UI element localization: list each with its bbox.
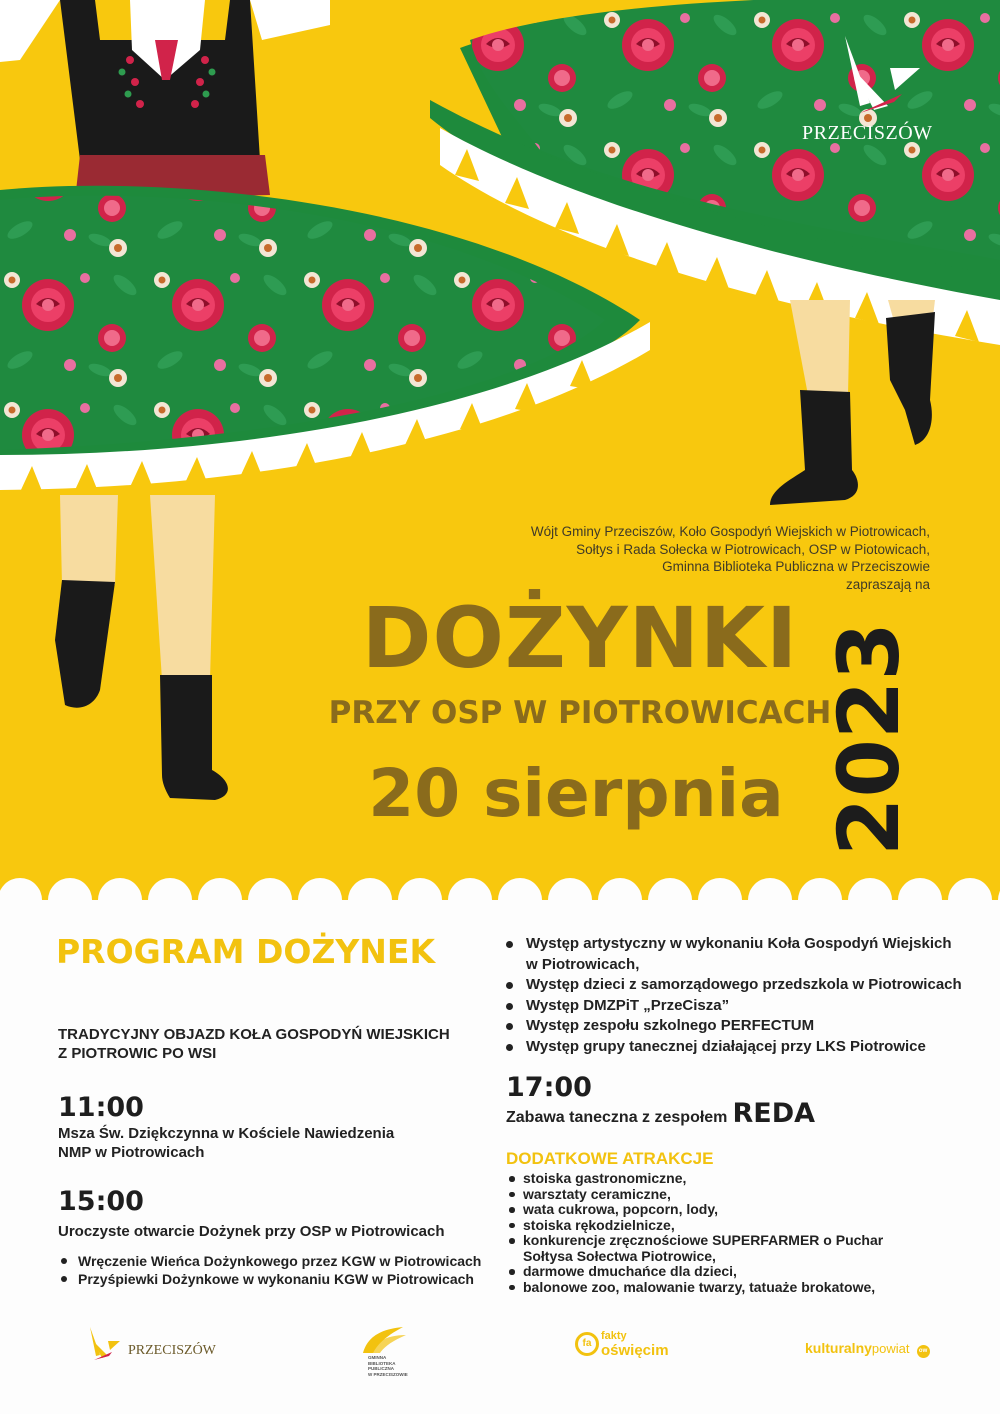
przeciszow-logo-top — [790, 28, 950, 148]
mass-text — [58, 1124, 478, 1162]
fakty-bottom-text: oświęcim — [601, 1342, 669, 1359]
opening-items-list — [58, 1252, 488, 1288]
list-item-continuation: w Piotrowicach, — [526, 955, 640, 973]
list-item: Wręczenie Wieńca Dożynkowego przez KGW w Piotrowicach — [58, 1252, 488, 1270]
extras-list — [506, 1171, 976, 1295]
opening-text: Uroczyste otwarcie Dożynek przy OSP w Piotrowicach — [58, 1223, 445, 1240]
time-1100: 11:00 — [58, 1092, 144, 1123]
procession-line: Z PIOTROWIC PO WSI — [58, 1045, 217, 1062]
bird-logo-icon — [82, 1325, 122, 1361]
kulturalny-badge-text: ow — [918, 1348, 928, 1354]
list-item: balonowe zoo, malowanie twarzy, tatuaże brokatowe, — [506, 1280, 976, 1296]
list-item: Występ DMZPiT „PrzeCisza” — [503, 996, 973, 1017]
procession-text — [58, 1025, 478, 1063]
organizers-line: Wójt Gminy Przeciszów, Koło Gospodyń Wiejskich w Piotrowicach, — [530, 524, 930, 539]
event-subtitle: PRZY OSP W PIOTROWICACH — [328, 695, 832, 731]
library-line: W PRZECISZOWIE — [368, 1371, 408, 1377]
band-name: REDA — [732, 1098, 816, 1129]
list-item: Przyśpiewki Dożynkowe w wykonaniu KGW w Piotrowicach — [58, 1270, 488, 1288]
przeciszow-logo-text: PRZECISZÓW — [802, 122, 933, 144]
list-item: wata cukrowa, popcorn, lody, — [506, 1202, 976, 1218]
library-logo-text — [368, 1355, 408, 1377]
procession-line: TRADYCYJNY OBJAZD KOŁA GOSPODYŃ WIEJSKICH — [58, 1026, 450, 1043]
mass-line: Msza Św. Dziękczynna w Kościele Nawiedzenia — [58, 1125, 395, 1142]
przeciszow-footer-text: PRZECISZÓW — [128, 1343, 216, 1358]
list-item: Występ artystyczny w wykonaniu Koła Gospodyń Wiejskich — [503, 934, 973, 955]
event-title: DOŻYNKI — [361, 589, 799, 687]
dance-text: Zabawa taneczna z zespołem — [506, 1109, 728, 1126]
bird-logo-icon — [790, 28, 950, 123]
library-line: BIBLIOTEKA — [368, 1360, 396, 1366]
list-item: Występ dzieci z samorządowego przedszkola w Piotrowicach — [503, 975, 973, 996]
organizers-line: zapraszają na — [845, 576, 930, 592]
list-item: stoiska rękodzielnicze, — [506, 1218, 976, 1234]
time-1700: 17:00 — [506, 1072, 592, 1103]
mass-line: NMP w Piotrowicach — [58, 1144, 205, 1161]
kulturalny-light-text: powiat — [871, 1341, 910, 1356]
footer-logo-przeciszow — [82, 1325, 232, 1365]
dance-party — [506, 1098, 976, 1129]
library-line: PUBLICZNA — [368, 1366, 394, 1371]
list-item: stoiska gastronomiczne, — [506, 1171, 976, 1187]
program-heading: PROGRAM DOŻYNEK — [56, 932, 436, 971]
event-date: 20 sierpnia — [368, 755, 784, 832]
footer-logo-fakty — [575, 1330, 695, 1370]
list-item-continuation: Sołtysa Sołectwa Piotrowice, — [523, 1247, 716, 1264]
list-item: darmowe dmuchańce dla dzieci, — [506, 1264, 976, 1280]
fakty-top-text: fakty — [601, 1330, 627, 1342]
footer-logo-kulturalny — [805, 1338, 945, 1360]
list-item: Występ grupy tanecznej działającej przy LKS Piotrowice — [503, 1037, 973, 1058]
event-year: 2023 — [820, 622, 918, 856]
list-item: warsztaty ceramiczne, — [506, 1187, 976, 1203]
organizers-line: Gminna Biblioteka Publiczna w Przeciszowie — [662, 559, 930, 574]
fakty-badge-icon — [575, 1332, 599, 1356]
extras-heading: DODATKOWE ATRAKCJE — [506, 1149, 714, 1168]
kulturalny-badge-icon — [917, 1345, 930, 1358]
kulturalny-bold-text: kulturalny — [805, 1340, 872, 1356]
performances-list — [503, 934, 973, 1057]
organizers-line: Sołtys i Rada Sołecka w Piotrowicach, OSP w Piotowicach, — [576, 541, 930, 557]
list-item: Występ zespołu szkolnego PERFECTUM — [503, 1016, 973, 1037]
organizers-invitation — [410, 523, 930, 593]
library-line: GMINNA — [368, 1355, 387, 1360]
fakty-badge-text: fa — [582, 1338, 592, 1349]
book-logo-icon — [358, 1325, 408, 1355]
footer-logo-library — [350, 1325, 430, 1385]
time-1500: 15:00 — [58, 1186, 144, 1217]
list-item: konkurencje zręcznościowe SUPERFARMER o Puchar — [506, 1233, 976, 1249]
